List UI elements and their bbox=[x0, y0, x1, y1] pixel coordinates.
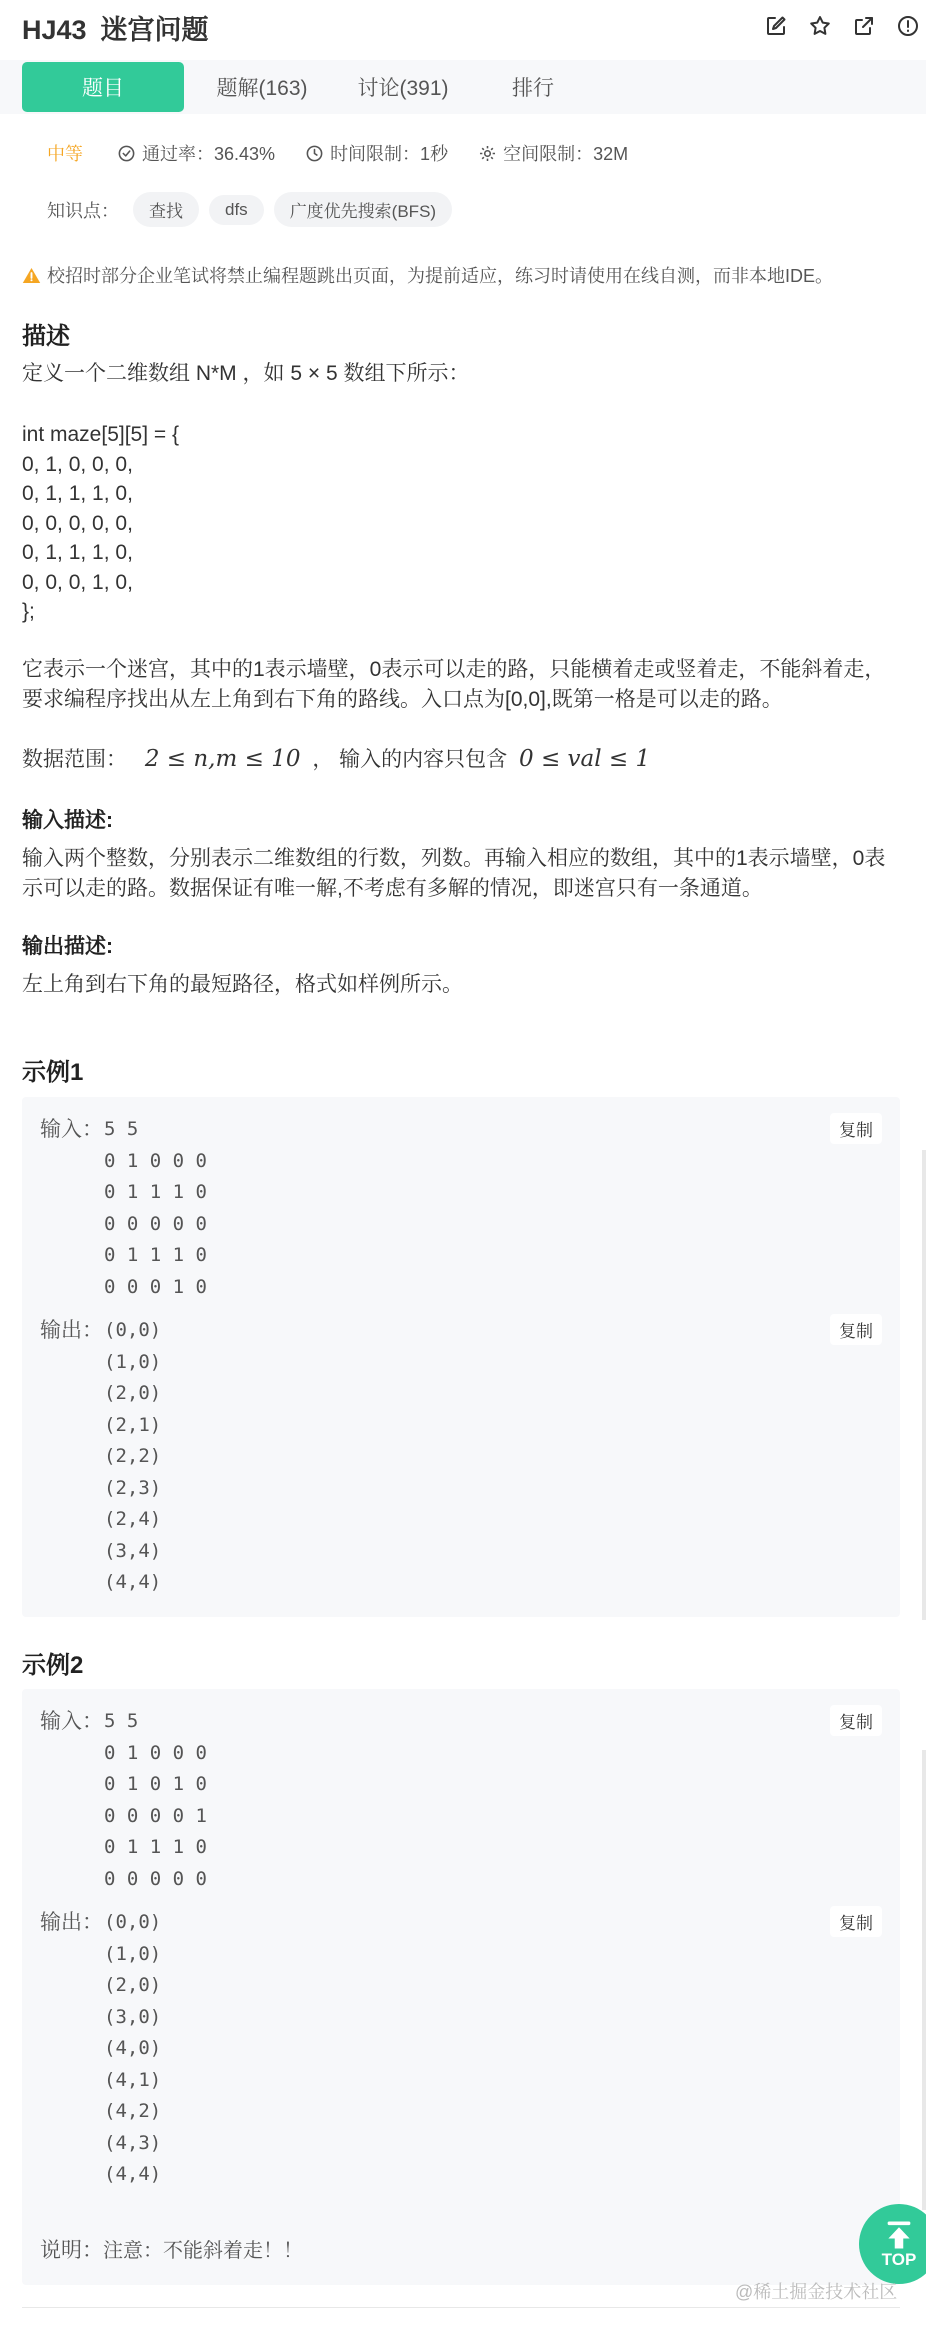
title-bar bbox=[0, 0, 926, 54]
tab-bar bbox=[0, 60, 926, 114]
page-title bbox=[22, 8, 209, 47]
time-limit: 时间限制：1秒 bbox=[305, 140, 448, 166]
problem-meta bbox=[47, 140, 658, 166]
output-desc-text: 左上角到右下角的最短路径，格式如样例所示。 bbox=[22, 973, 463, 996]
copy-output-button[interactable]: 复制 bbox=[830, 1314, 882, 1345]
output-label: 输出： bbox=[40, 1319, 103, 1342]
edit-icon[interactable] bbox=[764, 14, 788, 38]
info-icon[interactable] bbox=[896, 14, 920, 38]
example-output-value: (0,0) (1,0) (2,0) (3,0) (4,0) (4,1) (4,2) (4,3) (4,4) bbox=[104, 1911, 162, 2185]
copy-input-button[interactable]: 复制 bbox=[830, 1705, 882, 1736]
code-line: 0, 1, 0, 0, 0, bbox=[22, 452, 133, 476]
code-line: 0, 1, 1, 1, 0, bbox=[22, 541, 133, 564]
range-mid: ， 输入的内容只包含 bbox=[312, 748, 508, 771]
output-desc-heading: 输出描述: bbox=[22, 935, 113, 958]
divider bbox=[22, 2307, 900, 2308]
code-line: 0, 0, 0, 0, 0, bbox=[22, 511, 133, 535]
example-input bbox=[40, 1114, 207, 1303]
difficulty-badge: 中等 bbox=[47, 144, 83, 164]
range-label: 数据范围： bbox=[22, 748, 127, 771]
tab-discussion[interactable]: 讨论(391) bbox=[357, 77, 449, 100]
example-input-value: 5 5 0 1 0 0 0 0 1 1 1 0 0 0 0 0 0 0 1 1 1 0 0 0 0 1 0 bbox=[104, 1118, 207, 1298]
code-line: 0, 1, 1, 1, 0, bbox=[22, 482, 133, 505]
title-actions bbox=[764, 14, 920, 38]
code-line: 0, 0, 0, 1, 0, bbox=[22, 570, 133, 594]
example-output-value: (0,0) (1,0) (2,0) (2,1) (2,2) (2,3) (2,4) (3,4) (4,4) bbox=[104, 1319, 162, 1593]
share-icon[interactable] bbox=[852, 14, 876, 38]
example-heading: 示例1 bbox=[22, 1059, 84, 1086]
tag-chip[interactable]: 查找 bbox=[133, 192, 199, 227]
star-icon[interactable] bbox=[808, 14, 832, 38]
input-label: 输入： bbox=[40, 1710, 103, 1733]
check-circle-icon bbox=[117, 144, 136, 163]
scrollbar-track[interactable] bbox=[922, 1150, 926, 1620]
code-line: }; bbox=[22, 600, 35, 623]
example-box bbox=[22, 1689, 900, 2285]
range-math-val: 0 ≤ val ≤ 1 bbox=[519, 746, 651, 772]
clock-icon bbox=[305, 144, 324, 163]
example-output bbox=[40, 1907, 161, 2191]
tab-ranking[interactable]: 排行 bbox=[512, 77, 554, 100]
description-intro: 定义一个二维数组 N*M ，如 5 × 5 数组下所示： bbox=[22, 362, 470, 385]
maze-code bbox=[22, 420, 179, 627]
output-label: 输出： bbox=[40, 1911, 103, 1934]
problem-id: HJ43 bbox=[22, 14, 87, 45]
tag-chip[interactable]: 广度优先搜索(BFS) bbox=[274, 192, 452, 227]
description-explain: 它表示一个迷宫，其中的1表示墙壁，0表示可以走的路，只能横着走或竖着走，不能斜着走，要求编程序找出从左上角到右下角的路线。入口点为[0,0],既第一格是可以走的路。 bbox=[22, 658, 886, 711]
example-heading: 示例2 bbox=[22, 1652, 84, 1679]
arrow-up-icon bbox=[882, 2218, 916, 2252]
knowledge-label: 知识点： bbox=[47, 200, 119, 221]
scrollbar-track[interactable] bbox=[922, 1750, 926, 2210]
code-line: int maze[5][5] = { bbox=[22, 423, 180, 446]
ide-warning: 校招时部分企业笔试将禁止编程题跳出页面，为提前适应，练习时请使用在线自测，而非本地IDE。 bbox=[22, 262, 833, 288]
range-math-nm: 2 ≤ n,m ≤ 10 bbox=[144, 746, 301, 772]
example-input bbox=[40, 1706, 207, 1895]
copy-input-button[interactable]: 复制 bbox=[830, 1113, 882, 1144]
knowledge-points bbox=[47, 192, 462, 227]
example-input-value: 5 5 0 1 0 0 0 0 1 0 1 0 0 0 0 0 1 0 1 1 1 0 0 0 0 0 0 bbox=[104, 1710, 207, 1890]
problem-title: 迷宫问题 bbox=[100, 14, 209, 45]
gear-icon bbox=[478, 144, 497, 163]
tab-solutions[interactable]: 题解(163) bbox=[216, 77, 308, 100]
example-box bbox=[22, 1097, 900, 1617]
tab-problem[interactable]: 题目 bbox=[22, 62, 184, 112]
example-note bbox=[40, 2234, 303, 2264]
watermark: @稀土掘金技术社区 bbox=[735, 2282, 898, 2302]
tag-chip[interactable]: dfs bbox=[209, 195, 264, 225]
description-heading: 描述 bbox=[22, 323, 70, 350]
note-text: 注意：不能斜着走！！ bbox=[103, 2238, 303, 2262]
warning-icon bbox=[22, 266, 41, 285]
example-output bbox=[40, 1315, 161, 1599]
top-label: TOP bbox=[881, 2250, 917, 2269]
pass-rate: 通过率：36.43% bbox=[117, 140, 275, 166]
input-desc-heading: 输入描述: bbox=[22, 809, 113, 832]
note-label: 说明： bbox=[40, 2239, 103, 2262]
space-limit: 空间限制：32M bbox=[478, 140, 628, 166]
input-desc-text: 输入两个整数，分别表示二维数组的行数，列数。再输入相应的数组，其中的1表示墙壁，0表示可以走的路。数据保证有唯一解,不考虑有多解的情况，即迷宫只有一条通道。 bbox=[22, 847, 886, 900]
input-label: 输入： bbox=[40, 1118, 103, 1141]
data-range bbox=[22, 744, 902, 775]
copy-output-button[interactable]: 复制 bbox=[830, 1906, 882, 1937]
